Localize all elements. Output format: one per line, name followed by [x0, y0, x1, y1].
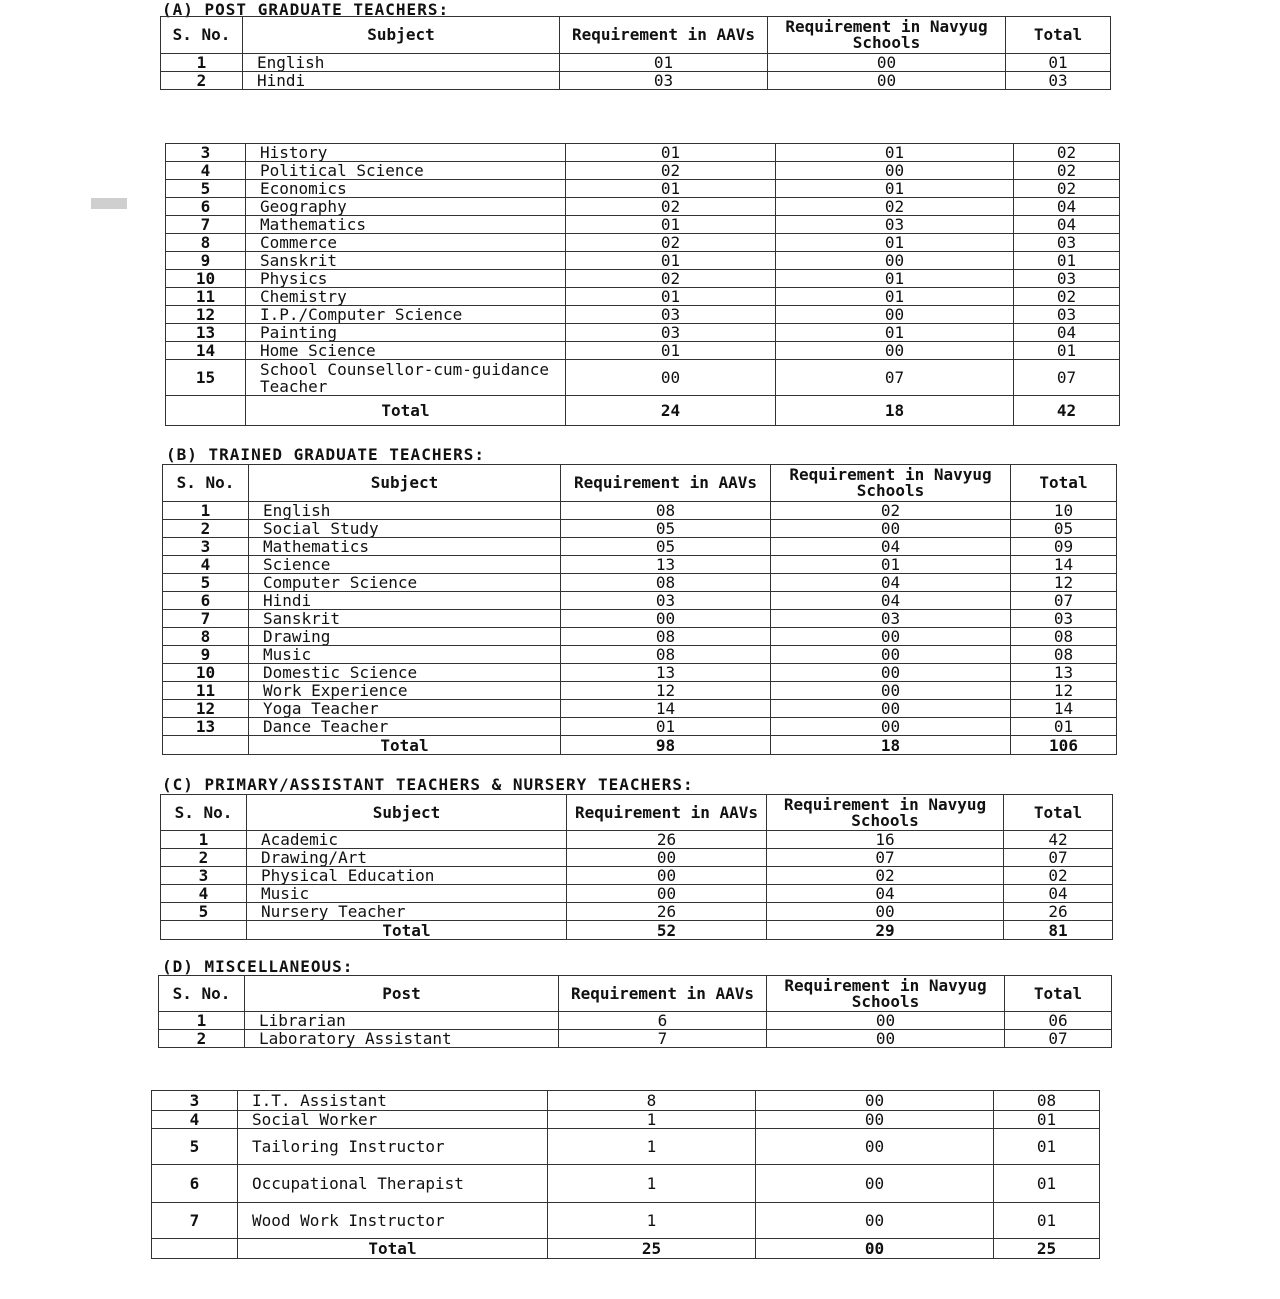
row-total: 06: [1005, 1012, 1112, 1030]
table-row: [163, 682, 1117, 700]
row-aavs: 01: [566, 252, 776, 270]
row-total: 07: [1005, 1030, 1112, 1048]
row-aavs: 01: [561, 718, 771, 736]
row-total: 01: [1014, 252, 1120, 270]
table-row: [166, 342, 1120, 360]
row-sno: 2: [159, 1030, 245, 1048]
row-navyug: 00: [771, 628, 1011, 646]
tgt-table: [162, 464, 1117, 755]
row-navyug: 00: [767, 1012, 1005, 1030]
row-total: 01: [1014, 342, 1120, 360]
row-aavs: 03: [566, 324, 776, 342]
col-subject: Subject: [247, 795, 567, 831]
row-total: 12: [1011, 682, 1117, 700]
row-total: 03: [1014, 306, 1120, 324]
total-navyug: 00: [756, 1239, 994, 1259]
col-subject: Subject: [243, 17, 560, 54]
row-subject: Laboratory Assistant: [245, 1030, 559, 1048]
section-b-heading: (B) TRAINED GRADUATE TEACHERS:: [166, 445, 485, 464]
table-row: [161, 54, 1111, 72]
row-aavs: 08: [561, 628, 771, 646]
row-aavs: 13: [561, 664, 771, 682]
row-aavs: 1: [548, 1129, 756, 1165]
table-row: [166, 234, 1120, 252]
row-navyug: 04: [771, 538, 1011, 556]
col-total: Total: [1006, 17, 1111, 54]
row-total: 07: [1004, 849, 1113, 867]
row-subject: Music: [249, 646, 561, 664]
row-aavs: 05: [561, 538, 771, 556]
row-aavs: 03: [566, 306, 776, 324]
col-sno: S. No.: [159, 976, 245, 1012]
row-subject: Home Science: [246, 342, 566, 360]
row-navyug: 01: [776, 324, 1014, 342]
row-navyug: 00: [771, 520, 1011, 538]
row-aavs: 01: [566, 180, 776, 198]
row-sno: 3: [163, 538, 249, 556]
row-total: 05: [1011, 520, 1117, 538]
table-row: [152, 1203, 1100, 1239]
table-row: [163, 592, 1117, 610]
row-subject: Sanskrit: [246, 252, 566, 270]
row-total: 08: [1011, 628, 1117, 646]
row-aavs: 14: [561, 700, 771, 718]
row-sno: 2: [161, 72, 243, 90]
row-navyug: 00: [771, 718, 1011, 736]
row-sno: 1: [163, 502, 249, 520]
row-sno: 5: [163, 574, 249, 592]
col-total: Total: [1011, 465, 1117, 502]
row-subject: Painting: [246, 324, 566, 342]
row-navyug: 16: [767, 831, 1004, 849]
row-sno: 2: [161, 849, 247, 867]
row-aavs: 26: [567, 831, 767, 849]
row-aavs: 00: [566, 360, 776, 396]
row-sno: 1: [159, 1012, 245, 1030]
row-navyug: 02: [776, 198, 1014, 216]
table-row: [166, 162, 1120, 180]
row-sno: 8: [163, 628, 249, 646]
row-sno: 13: [163, 718, 249, 736]
row-aavs: 1: [548, 1111, 756, 1129]
row-sno: 5: [166, 180, 246, 198]
row-total: 12: [1011, 574, 1117, 592]
row-total: 02: [1004, 867, 1113, 885]
table-row: [163, 700, 1117, 718]
row-sno: 3: [152, 1091, 238, 1111]
row-navyug: 02: [771, 502, 1011, 520]
col-aavs: Requirement in AAVs: [561, 465, 771, 502]
row-navyug: 00: [771, 646, 1011, 664]
row-navyug: 00: [756, 1091, 994, 1111]
col-subject: Subject: [249, 465, 561, 502]
table-row: [166, 198, 1120, 216]
row-sno: 5: [161, 903, 247, 921]
row-navyug: 00: [771, 700, 1011, 718]
row-aavs: 03: [560, 72, 768, 90]
total-aavs: 98: [561, 736, 771, 755]
row-total: 02: [1014, 144, 1120, 162]
row-navyug: 03: [776, 216, 1014, 234]
table-row: [163, 664, 1117, 682]
total-navyug: 18: [771, 736, 1011, 755]
row-sno: 3: [166, 144, 246, 162]
row-aavs: 01: [566, 342, 776, 360]
row-total: 26: [1004, 903, 1113, 921]
row-subject: Drawing/Art: [247, 849, 567, 867]
row-sno: 7: [166, 216, 246, 234]
row-aavs: 12: [561, 682, 771, 700]
row-navyug: 00: [776, 342, 1014, 360]
row-navyug: 00: [776, 162, 1014, 180]
row-total: 02: [1014, 180, 1120, 198]
row-aavs: 03: [561, 592, 771, 610]
row-navyug: 00: [767, 1030, 1005, 1048]
row-sno: 10: [163, 664, 249, 682]
row-subject: I.T. Assistant: [238, 1091, 548, 1111]
row-subject: Physical Education: [247, 867, 567, 885]
table-row: [163, 538, 1117, 556]
pgt-total-row: [166, 396, 1120, 426]
row-subject: English: [249, 502, 561, 520]
row-sno: 4: [163, 556, 249, 574]
row-subject: Work Experience: [249, 682, 561, 700]
row-total: 07: [1011, 592, 1117, 610]
row-subject: Social Worker: [238, 1111, 548, 1129]
col-navyug: Requirement in Navyug Schools: [767, 795, 1004, 831]
row-subject: English: [243, 54, 560, 72]
row-navyug: 07: [776, 360, 1014, 396]
row-navyug: 00: [756, 1165, 994, 1203]
table-row: [163, 574, 1117, 592]
table-row: [166, 324, 1120, 342]
table-row: [161, 903, 1113, 921]
row-subject: Economics: [246, 180, 566, 198]
table-row: [166, 270, 1120, 288]
table-row: [166, 306, 1120, 324]
row-total: 14: [1011, 556, 1117, 574]
row-subject: Mathematics: [249, 538, 561, 556]
col-navyug: Requirement in Navyug Schools: [768, 17, 1006, 54]
row-total: 02: [1014, 288, 1120, 306]
table-row: [163, 646, 1117, 664]
row-total: 07: [1014, 360, 1120, 396]
row-sno: 9: [163, 646, 249, 664]
row-subject: Computer Science: [249, 574, 561, 592]
row-aavs: 01: [566, 144, 776, 162]
row-sno: 2: [163, 520, 249, 538]
row-total: 03: [1011, 610, 1117, 628]
row-navyug: 00: [756, 1111, 994, 1129]
row-sno: 7: [163, 610, 249, 628]
row-subject: School Counsellor-cum-guidance Teacher: [246, 360, 566, 396]
table-row: [166, 360, 1120, 396]
row-sno: 6: [166, 198, 246, 216]
row-total: 01: [1011, 718, 1117, 736]
row-aavs: 05: [561, 520, 771, 538]
row-sno: 5: [152, 1129, 238, 1165]
row-aavs: 00: [567, 849, 767, 867]
table-row: [161, 885, 1113, 903]
table-row: [152, 1165, 1100, 1203]
row-total: 01: [994, 1203, 1100, 1239]
table-row: [161, 849, 1113, 867]
table-row: [163, 718, 1117, 736]
row-total: 42: [1004, 831, 1113, 849]
row-sno: 8: [166, 234, 246, 252]
row-aavs: 01: [566, 216, 776, 234]
row-navyug: 03: [771, 610, 1011, 628]
row-subject: Occupational Therapist: [238, 1165, 548, 1203]
col-navyug: Requirement in Navyug Schools: [771, 465, 1011, 502]
row-navyug: 00: [756, 1129, 994, 1165]
row-navyug: 07: [767, 849, 1004, 867]
row-sno: 7: [152, 1203, 238, 1239]
row-total: 01: [994, 1111, 1100, 1129]
row-subject: Drawing: [249, 628, 561, 646]
row-total: 03: [1014, 234, 1120, 252]
row-sno: 3: [161, 867, 247, 885]
row-aavs: 6: [559, 1012, 767, 1030]
row-aavs: 13: [561, 556, 771, 574]
row-navyug: 00: [771, 664, 1011, 682]
total-label: Total: [238, 1239, 548, 1259]
table-row: [163, 502, 1117, 520]
row-subject: Domestic Science: [249, 664, 561, 682]
row-subject: Tailoring Instructor: [238, 1129, 548, 1165]
tgt-total-row: [163, 736, 1117, 755]
col-sno: S. No.: [161, 795, 247, 831]
col-aavs: Requirement in AAVs: [559, 976, 767, 1012]
table-row: [166, 144, 1120, 162]
total-label: Total: [246, 396, 566, 426]
row-subject: Academic: [247, 831, 567, 849]
row-total: 01: [1006, 54, 1111, 72]
row-subject: Wood Work Instructor: [238, 1203, 548, 1239]
total-total: 81: [1004, 921, 1113, 940]
row-subject: Yoga Teacher: [249, 700, 561, 718]
table-row: [152, 1111, 1100, 1129]
row-navyug: 01: [776, 288, 1014, 306]
row-subject: Dance Teacher: [249, 718, 561, 736]
row-navyug: 00: [776, 306, 1014, 324]
row-aavs: 00: [567, 867, 767, 885]
table-row: [166, 180, 1120, 198]
row-aavs: 26: [567, 903, 767, 921]
row-total: 08: [1011, 646, 1117, 664]
row-sno: 9: [166, 252, 246, 270]
misc-table-part1: [158, 975, 1112, 1048]
row-total: 04: [1014, 216, 1120, 234]
table-row: [166, 252, 1120, 270]
total-navyug: 18: [776, 396, 1014, 426]
row-subject: Physics: [246, 270, 566, 288]
row-navyug: 00: [767, 903, 1004, 921]
table-row: [163, 520, 1117, 538]
row-total: 02: [1014, 162, 1120, 180]
row-navyug: 00: [768, 54, 1006, 72]
row-sno: 4: [152, 1111, 238, 1129]
row-total: 08: [994, 1091, 1100, 1111]
row-subject: Nursery Teacher: [247, 903, 567, 921]
total-label: Total: [249, 736, 561, 755]
pgt-table-part2: [165, 143, 1120, 426]
row-aavs: 08: [561, 646, 771, 664]
row-aavs: 8: [548, 1091, 756, 1111]
row-total: 09: [1011, 538, 1117, 556]
total-total: 42: [1014, 396, 1120, 426]
row-sno: 10: [166, 270, 246, 288]
row-total: 03: [1006, 72, 1111, 90]
table-row: [161, 867, 1113, 885]
total-aavs: 52: [567, 921, 767, 940]
row-aavs: 01: [566, 288, 776, 306]
table-row: [163, 628, 1117, 646]
table-row: [161, 72, 1111, 90]
row-subject: I.P./Computer Science: [246, 306, 566, 324]
row-navyug: 00: [771, 682, 1011, 700]
row-total: 03: [1014, 270, 1120, 288]
row-navyug: 01: [776, 180, 1014, 198]
total-aavs: 25: [548, 1239, 756, 1259]
row-navyug: 00: [768, 72, 1006, 90]
table-row: [159, 1012, 1112, 1030]
row-subject: Science: [249, 556, 561, 574]
row-sno: 12: [163, 700, 249, 718]
row-aavs: 02: [566, 162, 776, 180]
row-sno: 6: [163, 592, 249, 610]
row-navyug: 01: [776, 144, 1014, 162]
row-navyug: 00: [756, 1203, 994, 1239]
row-navyug: 01: [776, 234, 1014, 252]
col-navyug: Requirement in Navyug Schools: [767, 976, 1005, 1012]
row-sno: 4: [161, 885, 247, 903]
row-navyug: 02: [767, 867, 1004, 885]
row-aavs: 1: [548, 1203, 756, 1239]
row-navyug: 04: [767, 885, 1004, 903]
row-aavs: 00: [561, 610, 771, 628]
row-total: 04: [1004, 885, 1113, 903]
row-aavs: 02: [566, 270, 776, 288]
row-subject: Hindi: [249, 592, 561, 610]
row-aavs: 7: [559, 1030, 767, 1048]
row-aavs: 01: [560, 54, 768, 72]
table-row: [166, 288, 1120, 306]
row-sno: 1: [161, 54, 243, 72]
total-label: Total: [247, 921, 567, 940]
table-row: [159, 1030, 1112, 1048]
row-subject: Sanskrit: [249, 610, 561, 628]
col-total: Total: [1005, 976, 1112, 1012]
row-total: 04: [1014, 198, 1120, 216]
row-total: 01: [994, 1129, 1100, 1165]
row-sno: 15: [166, 360, 246, 396]
row-total: 04: [1014, 324, 1120, 342]
row-sno: 13: [166, 324, 246, 342]
row-sno: 14: [166, 342, 246, 360]
table-row: [152, 1091, 1100, 1111]
total-total: 106: [1011, 736, 1117, 755]
col-aavs: Requirement in AAVs: [560, 17, 768, 54]
total-navyug: 29: [767, 921, 1004, 940]
row-navyug: 01: [771, 556, 1011, 574]
row-sno: 11: [163, 682, 249, 700]
section-d-heading: (D) MISCELLANEOUS:: [162, 957, 354, 976]
table-row: [152, 1129, 1100, 1165]
row-aavs: 02: [566, 198, 776, 216]
scan-mark: [91, 198, 127, 209]
row-aavs: 00: [567, 885, 767, 903]
row-subject: Geography: [246, 198, 566, 216]
col-total: Total: [1004, 795, 1113, 831]
row-total: 10: [1011, 502, 1117, 520]
section-a-heading: (A) POST GRADUATE TEACHERS:: [162, 0, 450, 19]
row-sno: 4: [166, 162, 246, 180]
row-sno: 11: [166, 288, 246, 306]
row-navyug: 04: [771, 574, 1011, 592]
pgt-table-part1: [160, 16, 1111, 90]
primary-total-row: [161, 921, 1113, 940]
row-subject: Hindi: [243, 72, 560, 90]
table-row: [163, 556, 1117, 574]
row-aavs: 1: [548, 1165, 756, 1203]
table-row: [163, 610, 1117, 628]
row-aavs: 08: [561, 574, 771, 592]
row-total: 13: [1011, 664, 1117, 682]
row-total: 14: [1011, 700, 1117, 718]
misc-table-part2: [151, 1090, 1100, 1259]
row-subject: Mathematics: [246, 216, 566, 234]
table-row: [166, 216, 1120, 234]
col-sno: S. No.: [161, 17, 243, 54]
section-c-heading: (C) PRIMARY/ASSISTANT TEACHERS & NURSERY TEACHERS:: [162, 775, 694, 794]
row-navyug: 00: [776, 252, 1014, 270]
total-total: 25: [994, 1239, 1100, 1259]
row-navyug: 04: [771, 592, 1011, 610]
primary-table: [160, 794, 1113, 940]
misc-total-row: [152, 1239, 1100, 1259]
row-subject: Librarian: [245, 1012, 559, 1030]
col-post: Post: [245, 976, 559, 1012]
row-sno: 6: [152, 1165, 238, 1203]
row-total: 01: [994, 1165, 1100, 1203]
row-sno: 12: [166, 306, 246, 324]
row-subject: Music: [247, 885, 567, 903]
table-row: [161, 831, 1113, 849]
total-aavs: 24: [566, 396, 776, 426]
row-subject: Commerce: [246, 234, 566, 252]
row-subject: Social Study: [249, 520, 561, 538]
row-subject: History: [246, 144, 566, 162]
row-subject: Political Science: [246, 162, 566, 180]
row-navyug: 01: [776, 270, 1014, 288]
row-aavs: 08: [561, 502, 771, 520]
col-sno: S. No.: [163, 465, 249, 502]
row-aavs: 02: [566, 234, 776, 252]
row-subject: Chemistry: [246, 288, 566, 306]
col-aavs: Requirement in AAVs: [567, 795, 767, 831]
row-sno: 1: [161, 831, 247, 849]
